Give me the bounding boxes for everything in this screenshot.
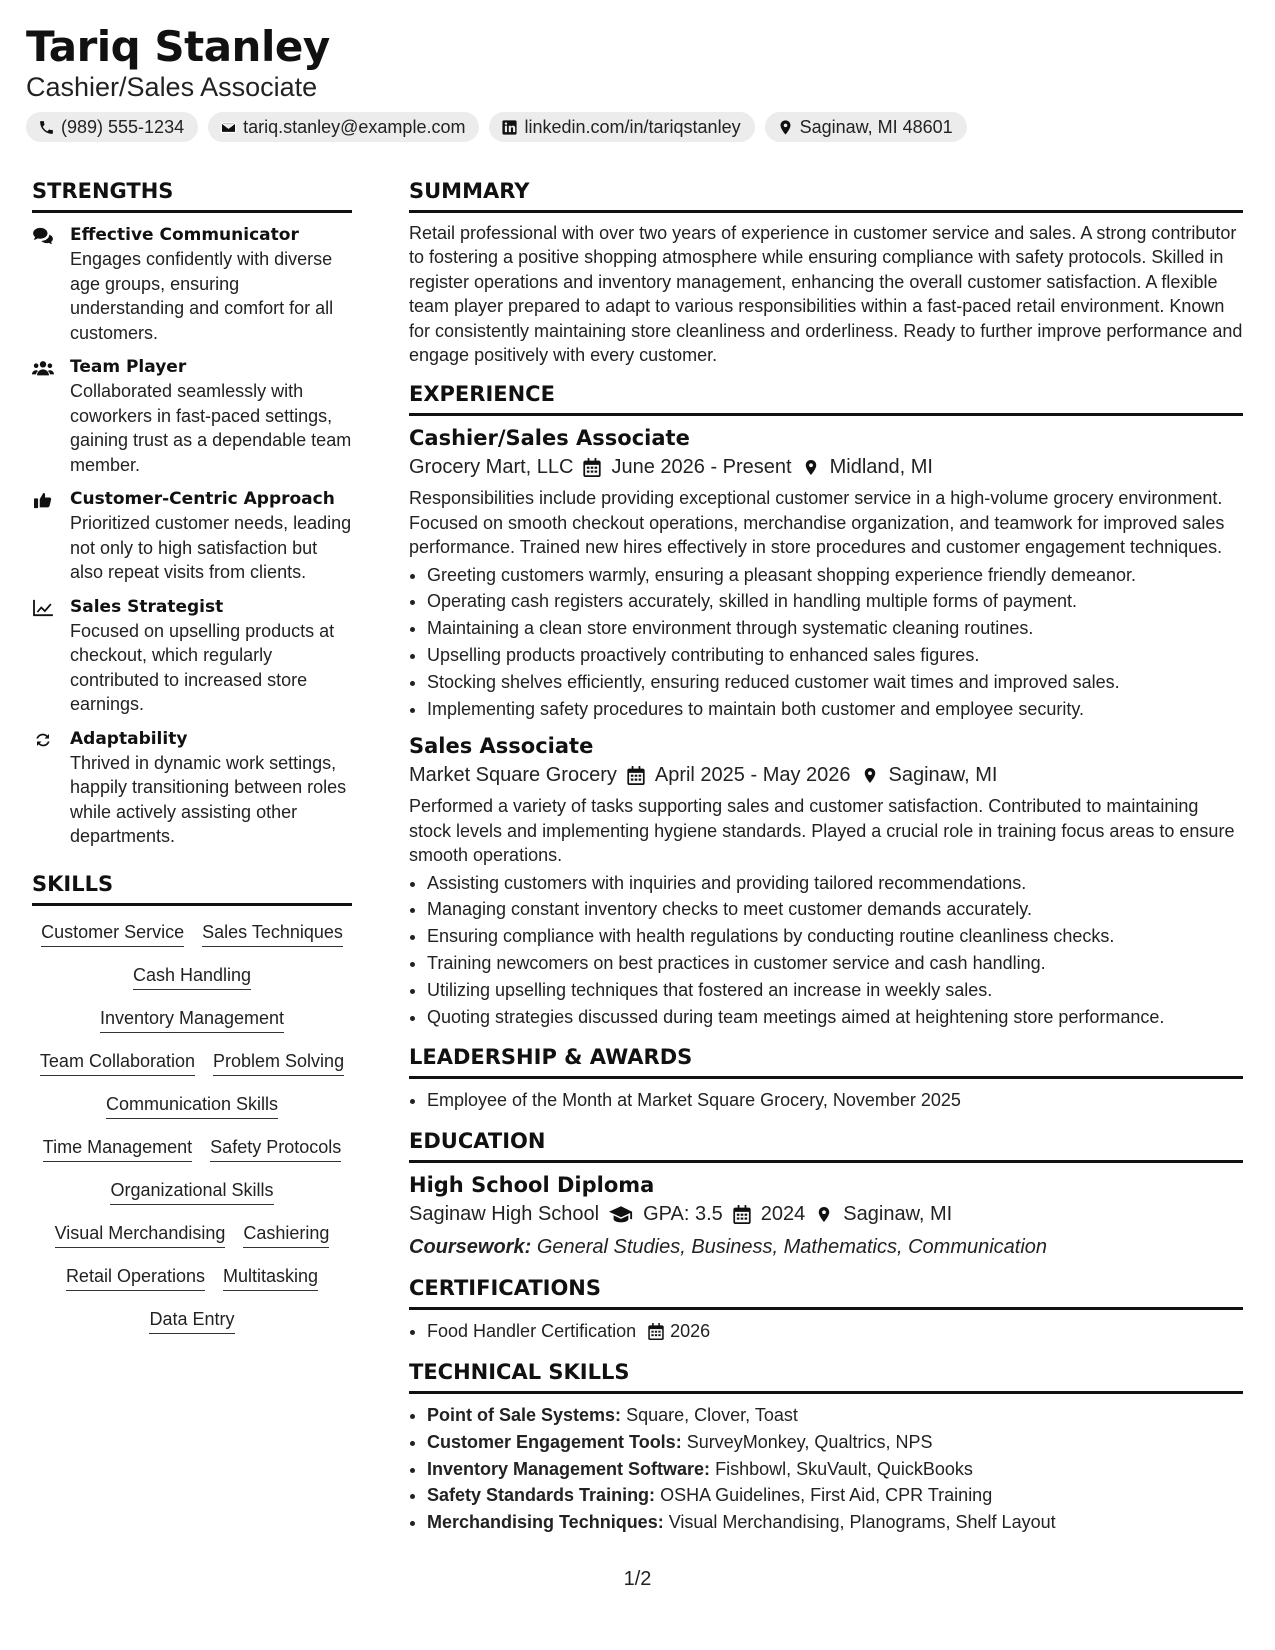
list-item: • Operating cash registers accurately, skilled in handling multiple forms of payment. — [427, 588, 1243, 615]
map-pin-icon — [777, 119, 794, 136]
envelope-icon — [220, 119, 237, 136]
job-company: Market Square Grocery — [409, 764, 617, 787]
candidate-name: Tariq Stanley — [26, 22, 330, 71]
list-item — [427, 1482, 1243, 1509]
education-title: EDUCATION — [409, 1128, 1243, 1163]
contact-phone-text: (989) 555-1234 — [61, 117, 185, 137]
skill-tag: Cashiering — [243, 1221, 329, 1248]
strength-title: Adaptability — [70, 728, 188, 749]
list-item — [427, 1318, 1243, 1345]
school-location: Saginaw, MI — [843, 1203, 953, 1226]
list-item: • Maintaining a clean store environment through systematic cleaning routines. — [427, 615, 1243, 642]
phone-icon — [38, 119, 55, 136]
list-item: • Implementing safety procedures to maintain both customer and employee security. — [427, 696, 1243, 723]
skill-tag: Time Management — [43, 1135, 192, 1162]
school-name: Saginaw High School — [409, 1203, 600, 1226]
resume-header — [26, 22, 1246, 142]
job-title: Sales Associate — [409, 734, 594, 759]
skill-tag: Communication Skills — [106, 1092, 278, 1119]
skill-tag: Cash Handling — [133, 963, 251, 990]
users-icon — [32, 359, 54, 377]
skill-tag: Team Collaboration — [40, 1049, 195, 1076]
skill-tag: Safety Protocols — [210, 1135, 341, 1162]
strength-item — [32, 595, 352, 717]
skill-tag: Inventory Management — [100, 1006, 284, 1033]
strength-desc: Thrived in dynamic work settings, happily transitioning between roles while actively assisting other departments. — [70, 752, 347, 846]
contact-email-text: tariq.stanley@example.com — [243, 117, 466, 137]
skill-tag: Organizational Skills — [110, 1178, 273, 1205]
list-item: • Assisting customers with inquiries and providing tailored recommendations. — [427, 870, 1243, 897]
skill-tag: Multitasking — [223, 1264, 318, 1291]
tech-value: Square, Clover, Toast — [626, 1405, 798, 1426]
map-pin-icon — [861, 766, 879, 785]
strength-item — [32, 355, 352, 477]
job-entry — [409, 424, 1243, 722]
coursework — [409, 1233, 1243, 1261]
tech-label: Merchandising Techniques: — [427, 1512, 664, 1533]
calendar-icon — [733, 1205, 751, 1224]
list-item: • Training newcomers on best practices in customer service and cash handling. — [427, 950, 1243, 977]
coursework-list: General Studies, Business, Mathematics, Communication — [536, 1236, 1048, 1259]
list-item — [427, 1456, 1243, 1483]
contact-linkedin-text: linkedin.com/in/tariqstanley — [524, 117, 741, 137]
list-item: • Upselling products proactively contributing to enhanced sales figures. — [427, 642, 1243, 669]
strength-desc: Prioritized customer needs, leading not only to high satisfaction but also repeat visits from clients. — [70, 513, 352, 582]
map-pin-icon — [815, 1205, 833, 1224]
skill-tag: Sales Techniques — [202, 920, 343, 947]
list-item: • Utilizing upselling techniques that fostered an increase in weekly sales. — [427, 977, 1243, 1004]
tech-label: Safety Standards Training: — [427, 1485, 656, 1506]
tech-value: SurveyMonkey, Qualtrics, NPS — [686, 1431, 933, 1452]
strength-item — [32, 487, 352, 585]
thumbs-up-icon — [32, 491, 54, 509]
strength-desc: Engages confidently with diverse age groups, ensuring understanding and comfort for all customers. — [70, 249, 334, 343]
summary-text: Retail professional with over two years of experience in customer service and sales. A strong contributor to fostering a positive shopping atmosphere while ensuring compliance with safety protocols. Skilled in register operations and inventory management, enhancing the overall customer satisfaction. A flexible team player prepared to adapt to various responsibilities within a fast-paced retail environment. Known for consistently maintaining store cleanliness and orderliness. Ready to further improve performance and engage positively with every customer. — [409, 223, 1243, 366]
tech-value: Visual Merchandising, Planograms, Shelf Layout — [668, 1512, 1056, 1533]
job-dates: April 2025 - May 2026 — [654, 764, 851, 787]
strength-item — [32, 223, 352, 345]
tech-label: Point of Sale Systems: — [427, 1405, 622, 1426]
left-column — [32, 178, 352, 1334]
list-item: • Employee of the Month at Market Square Grocery, November 2025 — [427, 1087, 1243, 1114]
job-meta — [409, 760, 1243, 790]
contact-linkedin[interactable] — [489, 112, 754, 142]
technical-skills-title: TECHNICAL SKILLS — [409, 1359, 1243, 1394]
list-item: • Stocking shelves efficiently, ensuring reduced customer wait times and improved sales. — [427, 669, 1243, 696]
contact-bar — [26, 112, 1246, 142]
degree-title: High School Diploma — [409, 1173, 655, 1198]
skill-tag: Visual Merchandising — [55, 1221, 226, 1248]
contact-phone[interactable] — [26, 112, 198, 142]
list-item: • Quoting strategies discussed during team meetings aimed at heightening store performance. — [427, 1004, 1243, 1031]
job-location: Saginaw, MI — [888, 764, 998, 787]
skill-tag: Customer Service — [41, 920, 184, 947]
right-column — [409, 178, 1243, 1536]
strength-desc: Collaborated seamlessly with coworkers in fast-paced settings, gaining trust as a dependable team member. — [70, 381, 352, 475]
summary-title: SUMMARY — [409, 178, 1243, 213]
sync-icon — [32, 731, 54, 749]
job-company: Grocery Mart, LLC — [409, 456, 574, 479]
candidate-role: Cashier/Sales Associate — [26, 72, 318, 102]
strength-title: Sales Strategist — [70, 596, 224, 617]
map-pin-icon — [802, 458, 820, 477]
job-meta — [409, 452, 1243, 482]
skill-tag: Data Entry — [149, 1307, 234, 1334]
technical-skills-list — [409, 1402, 1243, 1536]
strength-title: Team Player — [70, 357, 187, 377]
job-title: Cashier/Sales Associate — [409, 426, 690, 451]
job-description: Performed a variety of tasks supporting sales and customer satisfaction. Contributed to maintaining stock levels and implementing hygiene standards. Played a crucial role in training focus areas to ensure smooth operations. — [409, 796, 1235, 866]
coursework-label: Coursework: — [409, 1236, 532, 1259]
graduation-year: 2024 — [760, 1203, 806, 1226]
tech-value: OSHA Guidelines, First Aid, CPR Training — [660, 1485, 993, 1506]
comments-icon — [32, 227, 54, 245]
contact-email[interactable] — [208, 112, 479, 142]
gpa: GPA: 3.5 — [643, 1203, 723, 1226]
strengths-title: STRENGTHS — [32, 178, 352, 213]
linkedin-icon — [501, 119, 518, 136]
tech-value: Fishbowl, SkuVault, QuickBooks — [715, 1458, 973, 1479]
certifications-list — [409, 1318, 1243, 1345]
certifications-title: CERTIFICATIONS — [409, 1275, 1243, 1310]
leadership-list — [409, 1087, 1243, 1114]
calendar-icon — [648, 1323, 664, 1340]
job-entry — [409, 732, 1243, 1030]
cert-year: 2026 — [670, 1321, 711, 1342]
skill-tag: Retail Operations — [66, 1264, 205, 1291]
strength-desc: Focused on upselling products at checkout, which regularly contributed to increased store earnings. — [70, 620, 335, 714]
cert-name: • Food Handler Certification — [427, 1321, 637, 1342]
list-item: • Ensuring compliance with health regulations by conducting routine cleanliness checks. — [427, 923, 1243, 950]
list-item — [427, 1509, 1243, 1536]
skills-title: SKILLS — [32, 871, 352, 906]
experience-title: EXPERIENCE — [409, 381, 1243, 416]
page-number: 1/2 — [623, 1568, 652, 1590]
job-description: Responsibilities include providing exceptional customer service in a high-volume grocery environment. Focused on smooth checkout operations, merchandise organization, and teamwork for improved sales performance. Trained new hires effectively in store procedures and customer engagement techniques. — [409, 488, 1225, 558]
strength-item — [32, 727, 352, 849]
contact-location-text: Saginaw, MI 48601 — [799, 117, 953, 137]
strength-title: Customer-Centric Approach — [70, 489, 335, 509]
tech-label: Customer Engagement Tools: — [427, 1431, 682, 1452]
contact-location — [765, 112, 967, 142]
tech-label: Inventory Management Software: — [427, 1458, 711, 1479]
job-location: Midland, MI — [829, 456, 933, 479]
skill-tag: Problem Solving — [213, 1049, 344, 1076]
education-meta — [409, 1199, 1243, 1229]
calendar-icon — [627, 766, 645, 785]
skills-list — [32, 920, 352, 1334]
strength-title: Effective Communicator — [70, 225, 299, 245]
job-dates: June 2026 - Present — [611, 456, 792, 479]
list-item: • Managing constant inventory checks to meet customer demands accurately. — [427, 896, 1243, 923]
list-item: • Greeting customers warmly, ensuring a pleasant shopping experience friendly demeanor. — [427, 562, 1243, 589]
calendar-icon — [583, 458, 601, 477]
leadership-title: LEADERSHIP & AWARDS — [409, 1044, 1243, 1079]
chart-line-icon — [32, 599, 54, 617]
graduation-cap-icon — [609, 1205, 633, 1224]
list-item — [427, 1429, 1243, 1456]
job-bullets — [409, 870, 1243, 1031]
list-item — [427, 1402, 1243, 1429]
job-bullets — [409, 562, 1243, 723]
